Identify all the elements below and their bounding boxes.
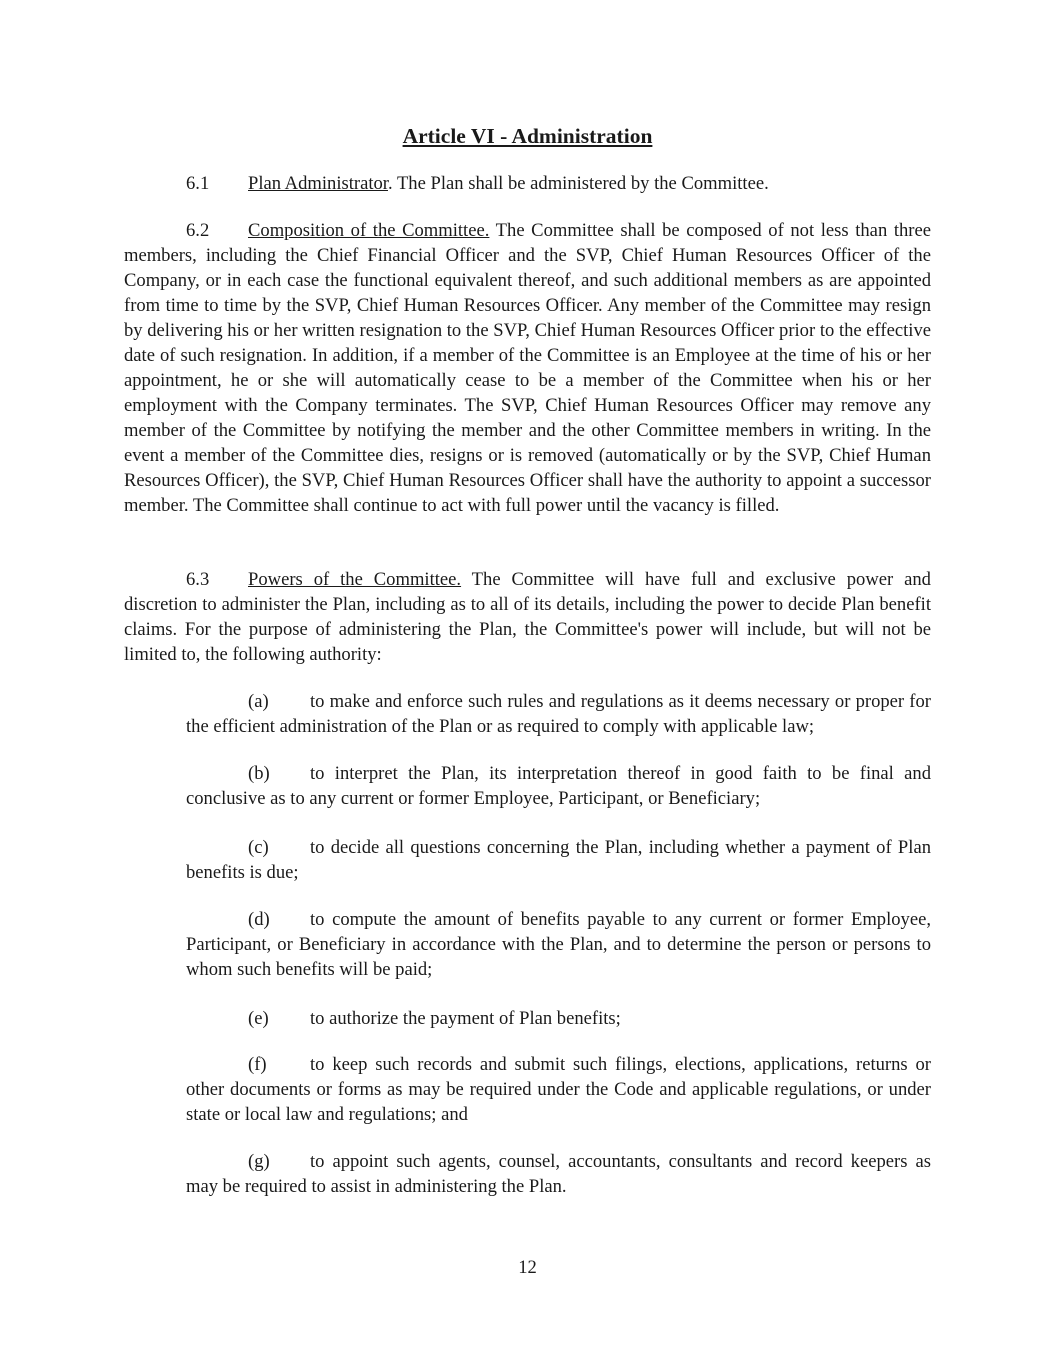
section-number: 6.3 [186,569,210,590]
subitem-d [186,907,931,982]
subitem-label: (c) [248,837,269,858]
section-heading: Plan Administrator [248,173,388,194]
article-title: Article VI - Administration [402,124,653,148]
section-number: 6.1 [186,173,210,194]
subitem-text: to keep such records and submit such filings, elections, applications, returns or other documents or forms as may be required under the Code and applicable regulations, or under state or local law and regulations; and [186,1054,931,1125]
subitem-e [186,1006,931,1031]
subitem-label: (e) [248,1008,269,1029]
section-6-3 [124,567,931,667]
subitem-text: to make and enforce such rules and regulations as it deems necessary or proper for the efficient administration of the Plan or as required to comply with applicable law; [186,691,931,737]
subitem-c [186,835,931,885]
section-number: 6.2 [186,220,210,241]
subitem-text: to interpret the Plan, its interpretation thereof in good faith to be final and conclusive as to any current or former Employee, Participant, or Beneficiary; [186,763,931,809]
subitem-text: to decide all questions concerning the Plan, including whether a payment of Plan benefits is due; [186,837,931,883]
subitem-a [186,689,931,739]
subitem-label: (d) [248,909,270,930]
section-heading: Powers of the Committee. [248,569,462,590]
section-text: The Committee will have full and exclusive power and discretion to administer the Plan, including as to all of its details, including the power to decide Plan benefit claims. For the purpose of administering the Plan, the Committee's power will include, but will not be limited to, the following authority: [124,569,931,665]
subitem-f [186,1052,931,1127]
subitem-text: to appoint such agents, counsel, accountants, consultants and record keepers as may be required to assist in administering the Plan. [186,1151,931,1197]
subitem-label: (a) [248,691,269,712]
section-text: The Committee shall be composed of not less than three members, including the Chief Financial Officer and the SVP, Chief Human Resources Officer of the Company, or in each case the functional equivalent thereof, and such additional members as are appointed from time to time by the SVP, Chief Human Resources Officer. Any member of the Committee may resign by delivering his or her written resignation to the SVP, Chief Human Resources Officer prior to the effective date of such resignation. In addition, if a member of the Committee is an Employee at the time of his or her appointment, he or she will automatically cease to be a member of the Committee when his or her employment with the Company terminates. The SVP, Chief Human Resources Officer may remove any member of the Committee by notifying the member and the other Committee members in writing. In the event a member of the Committee dies, resigns or is removed (automatically or by the SVP, Chief Human Resources Officer), the SVP, Chief Human Resources Officer shall have the authority to appoint a successor member. The Committee shall continue to act with full power until the vacancy is filled. [124,220,932,516]
subitem-label: (f) [248,1054,267,1075]
section-6-1 [124,171,931,196]
section-heading: Composition of the Committee. [248,220,490,241]
page-number: 12 [518,1257,537,1278]
subitem-text: to compute the amount of benefits payable to any current or former Employee, Participant, or Beneficiary in accordance with the Plan, and to determine the person or persons to whom such benefits will be paid; [186,909,931,980]
subitem-g [186,1149,931,1199]
subitem-text: to authorize the payment of Plan benefits; [310,1008,621,1029]
subitem-b [186,761,931,811]
subitem-label: (b) [248,763,270,784]
section-text: . The Plan shall be administered by the Committee. [387,173,769,194]
section-6-2 [124,218,931,518]
subitem-label: (g) [248,1151,270,1172]
